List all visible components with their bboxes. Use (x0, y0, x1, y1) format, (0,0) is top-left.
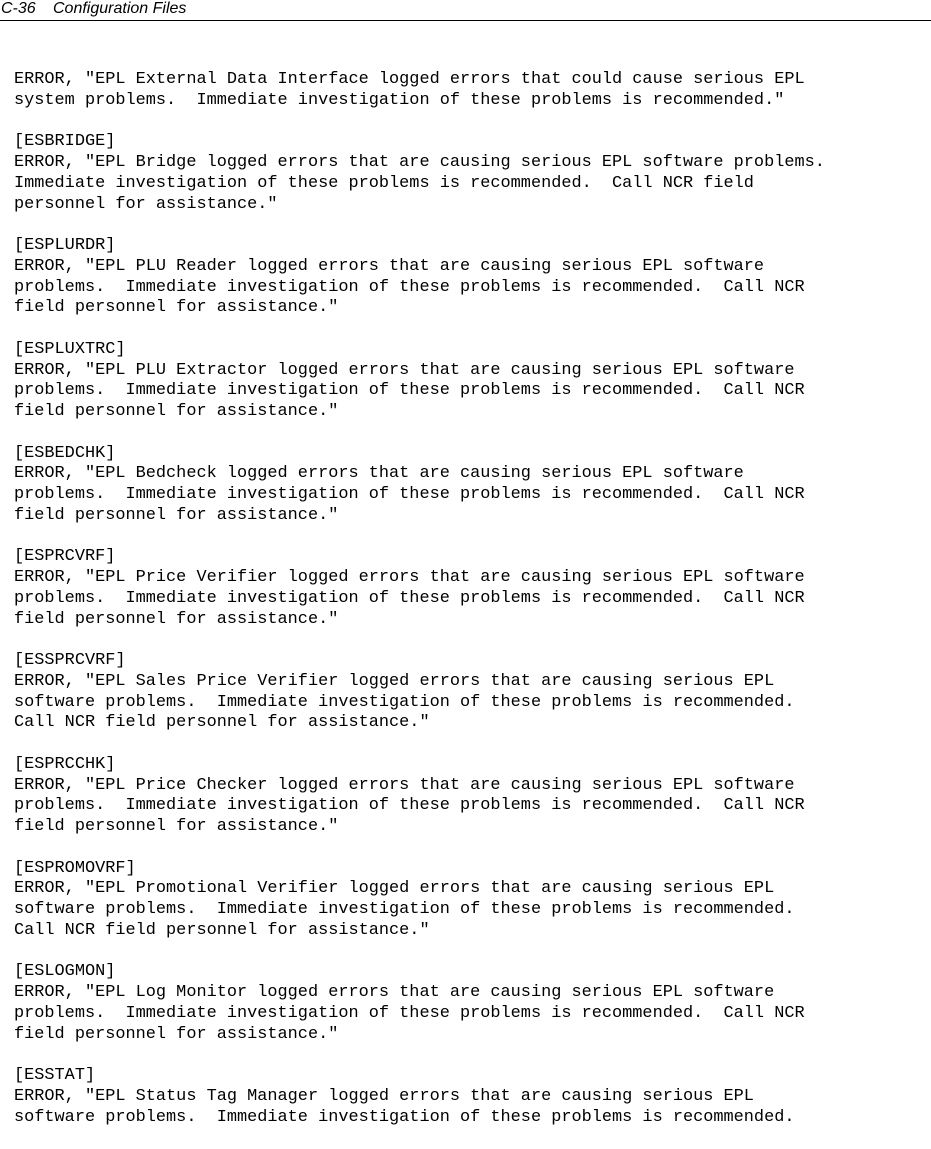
config-line: [ESPRCCHK] (14, 754, 116, 774)
config-line: ERROR, "EPL Bedcheck logged errors that are causing serious EPL software (14, 464, 744, 484)
config-line: ERROR, "EPL Status Tag Manager logged errors that are causing serious EPL (14, 1086, 754, 1106)
config-line: ERROR, "EPL External Data Interface logged errors that could cause serious EPL (14, 70, 805, 89)
config-line: field personnel for assistance." (14, 505, 339, 525)
config-line: Call NCR field personnel for assistance." (14, 920, 430, 940)
config-line: [ESLOGMON] (14, 962, 116, 982)
config-line: [ESPROMOVRF] (14, 858, 136, 878)
config-section (14, 70, 929, 112)
config-line: field personnel for assistance." (14, 609, 339, 629)
config-section (14, 444, 929, 527)
config-section (14, 236, 929, 319)
page-number: C-36 (1, 0, 36, 17)
page-header (0, 0, 931, 21)
config-section (14, 651, 929, 734)
config-line: ERROR, "EPL Price Verifier logged errors that are causing serious EPL software (14, 568, 805, 587)
config-section (14, 962, 929, 1045)
config-line: field personnel for assistance." (14, 402, 339, 421)
config-line: field personnel for assistance." (14, 1024, 339, 1044)
config-line: [ESPRCVRF] (14, 547, 116, 567)
config-section (14, 132, 929, 215)
config-line: software problems. Immediate investigation of these problems is recommended. (14, 692, 795, 712)
config-line: [ESBEDCHK] (14, 443, 116, 463)
config-line: ERROR, "EPL Price Checker logged errors that are causing serious EPL software (14, 775, 795, 795)
config-line: ERROR, "EPL Log Monitor logged errors that are causing serious EPL software (14, 983, 775, 1002)
config-line: system problems. Immediate investigation of these problems is recommended." (14, 90, 785, 110)
config-file-listing (14, 70, 929, 1149)
config-section (14, 1066, 929, 1128)
config-line: ERROR, "EPL PLU Extractor logged errors that are causing serious EPL software (14, 360, 795, 380)
config-line: [ESPLURDR] (14, 236, 116, 255)
config-line: [ESPLUXTRC] (14, 339, 126, 359)
config-line: [ESBRIDGE] (14, 132, 116, 152)
config-line: personnel for assistance." (14, 194, 278, 214)
config-line: ERROR, "EPL Sales Price Verifier logged errors that are causing serious EPL (14, 671, 775, 691)
config-section (14, 859, 929, 942)
config-line: problems. Immediate investigation of these problems is recommended. Call NCR (14, 381, 805, 401)
config-line: ERROR, "EPL PLU Reader logged errors that are causing serious EPL software (14, 256, 765, 276)
config-line: problems. Immediate investigation of these problems is recommended. Call NCR (14, 796, 805, 816)
config-line: problems. Immediate investigation of these problems is recommended. Call NCR (14, 277, 805, 297)
config-line: ERROR, "EPL Bridge logged errors that are causing serious EPL software problems. (14, 153, 825, 172)
config-line: Call NCR field personnel for assistance." (14, 713, 430, 733)
config-section (14, 547, 929, 630)
config-line: [ESSPRCVRF] (14, 651, 126, 670)
section-title: Configuration Files (53, 0, 187, 17)
config-line: ERROR, "EPL Promotional Verifier logged errors that are causing serious EPL (14, 879, 775, 899)
config-line: problems. Immediate investigation of these problems is recommended. Call NCR (14, 588, 805, 608)
config-line: software problems. Immediate investigation of these problems is recommended. (14, 1107, 795, 1127)
config-line: field personnel for assistance." (14, 817, 339, 836)
config-section (14, 340, 929, 423)
config-line: Immediate investigation of these problems is recommended. Call NCR field (14, 173, 754, 193)
config-line: problems. Immediate investigation of these problems is recommended. Call NCR (14, 1003, 805, 1023)
config-section (14, 755, 929, 838)
config-line: field personnel for assistance." (14, 298, 339, 318)
config-line: [ESSTAT] (14, 1066, 96, 1085)
config-line: problems. Immediate investigation of these problems is recommended. Call NCR (14, 485, 805, 504)
config-line: software problems. Immediate investigation of these problems is recommended. (14, 900, 795, 919)
